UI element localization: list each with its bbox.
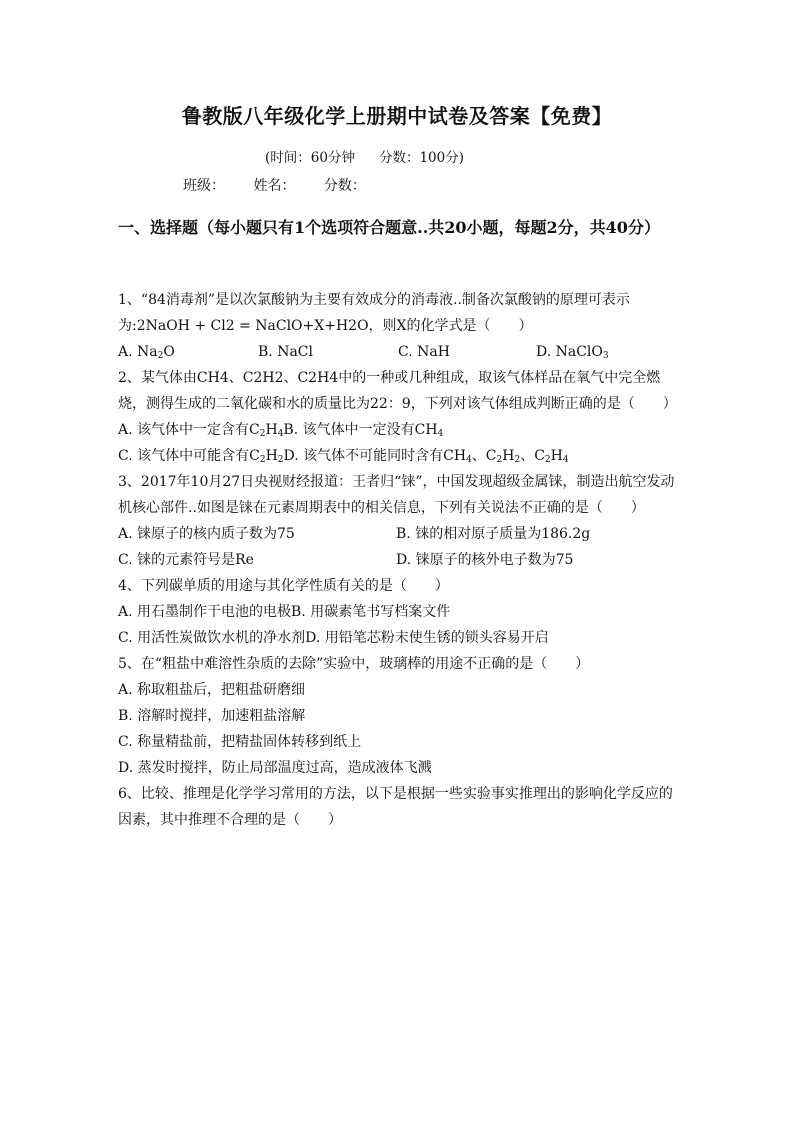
option-a: A. $Na_2O$ — [118, 344, 175, 361]
option-d: D. 蒸发时搅拌，防止局部温度过高，造成液体飞溅 — [118, 760, 432, 776]
option-d: D. NaClO$_3$ — [536, 344, 609, 361]
option-b: B. 铼的相对原子质量为186.2g — [396, 526, 591, 542]
question-3: 3、2017年10月27日央视财经报道：王者归“铼”，中国发现超级金属铼，制造出航空发动机核心部件..如图是铼在元素周期表中的相关信息，下列有关说法不正确的是（ ） — [118, 474, 675, 516]
question-3-options-cd — [118, 547, 678, 573]
question-4-options-cd: C. 用活性炭做饮水机的净水剂D. 用铅笔芯粉末使生锈的锁头容易开启 — [118, 630, 549, 646]
question-5: 5、在“粗盐中难溶性杂质的去除”实验中，玻璃棒的用途不正确的是（ ） — [118, 656, 590, 672]
question-6: 6、比较、推理是化学学习常用的方法，以下是根据一些实验事实推理出的影响化学反应的因素，其中推理不合理的是（ ） — [118, 786, 673, 828]
page-title: 鲁教版八年级化学上册期中试卷及答案【免费】 — [181, 104, 613, 128]
option-c: C. 铼的元素符号是Re — [118, 552, 254, 568]
questions — [118, 287, 678, 833]
option-a: A. 称取粗盐后，把粗盐研磨细 — [118, 682, 306, 698]
time-limit: (时间：60分钟 — [265, 150, 355, 166]
class-label: 班级： — [183, 178, 225, 194]
question-1-options — [118, 339, 678, 365]
option-b: B. 溶解时搅拌，加速粗盐溶解 — [118, 708, 306, 724]
question-3-options-ab — [118, 521, 678, 547]
section-heading: 一、选择题（每小题只有1个选项符合题意..共20小题，每题2分，共40分） — [118, 218, 660, 237]
question-2-options-ab: A. 该气体中一定含有$C_2H_4B$. 该气体中一定没有$CH_4$ — [118, 422, 444, 439]
total-score: 分数：100分) — [378, 150, 464, 166]
option-b: B. NaCl — [258, 344, 313, 360]
option-a: A. 铼原子的核内质子数为75 — [118, 526, 295, 542]
option-d: D. 铼原子的核外电子数为75 — [396, 552, 574, 568]
question-2-options-cd: C. 该气体中可能含有$C_2H_2D$. 该气体不可能同时含有$CH_4$、$C_2H_2$、$C_2H_4$ — [118, 448, 569, 465]
student-info — [183, 175, 390, 195]
question-1: 1、“84消毒剂”是以次氯酸钠为主要有效成分的消毒液..制备次氯酸钠的原理可表示为:2NaOH + Cl2 = NaClO+X+H2O，则X的化学式是（ ） — [118, 292, 630, 334]
question-2: 2、某气体由CH4、C2H2、C2H4中的一种或几种组成，取该气体样品在氧气中完全燃烧，测得生成的二氧化碳和水的质量比为22：9，下列对该气体组成判断正确的是（ ） — [118, 370, 677, 412]
question-4-options-ab: A. 用石墨制作干电池的电极B. 用碳素笔书写档案文件 — [118, 604, 451, 620]
option-c: C. 称量精盐前，把精盐固体转移到纸上 — [118, 734, 362, 750]
exam-meta — [265, 146, 488, 166]
question-4: 4、下列碳单质的用途与其化学性质有关的是（ ） — [118, 578, 449, 594]
option-c: C. NaH — [398, 344, 450, 360]
name-label: 姓名： — [253, 178, 296, 194]
points-label: 分数： — [323, 178, 366, 194]
